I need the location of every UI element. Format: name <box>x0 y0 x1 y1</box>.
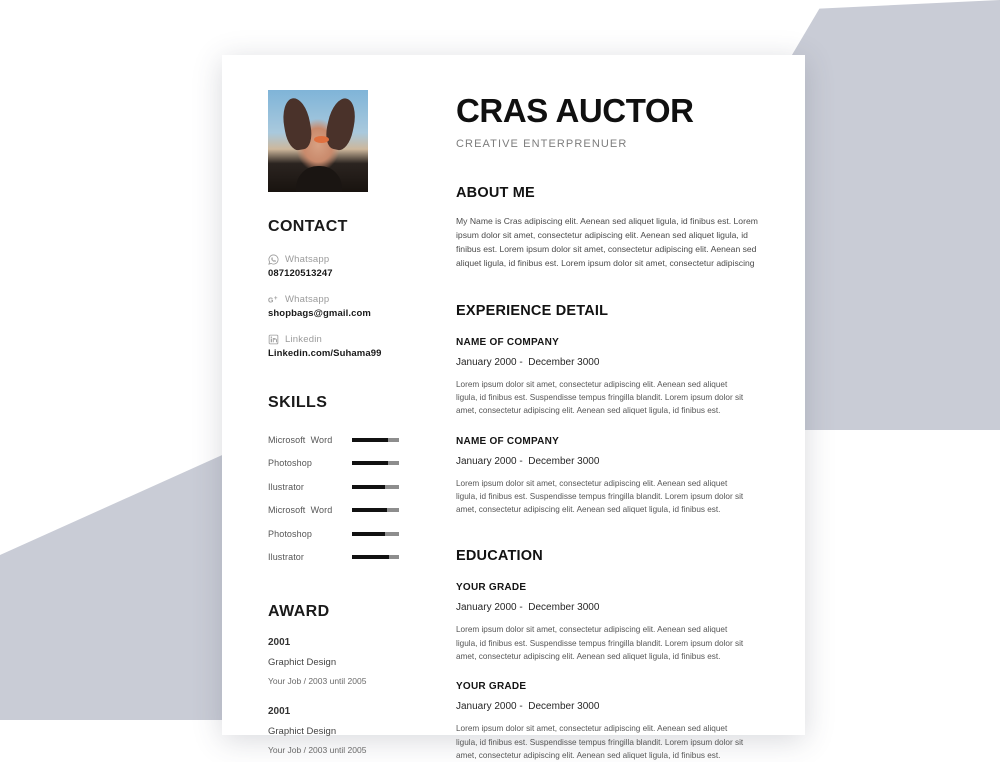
contact-item[interactable] <box>268 294 418 319</box>
education-entry <box>456 582 759 663</box>
skill-bar-fill <box>352 461 388 465</box>
skill-bar-fill <box>352 508 387 512</box>
experience-entry <box>456 436 759 517</box>
entry-title: NAME OF COMPANY <box>456 435 560 447</box>
contact-item-label: Whatsapp <box>285 294 330 305</box>
entry-date: January 2000 - December 3000 <box>456 356 600 368</box>
page-title: CRAS AUCTOR <box>456 92 694 129</box>
about-text: My Name is Cras adipiscing elit. Aenean sed aliquet ligula, id finibus est. Lorem ipsum dolor sit amet, consectetur adipiscing elit. Aenean sed aliquet ligula, id finibus est. Lorem ipsum dolor sit amet, consectetur adipiscing elit. Aenean sed aliquet ligula, id finibus est. Lorem ipsum dolor sit amet, consectetur adipiscing <box>456 216 758 268</box>
contact-heading: CONTACT <box>268 218 348 235</box>
skill-bar-fill <box>352 485 385 489</box>
contact-item-label: Linkedin <box>285 334 322 345</box>
award-item <box>268 637 418 686</box>
whatsapp-icon <box>268 254 279 265</box>
contact-item-value[interactable]: shopbags@gmail.com <box>268 308 371 319</box>
education-entry <box>456 681 759 762</box>
education-list <box>456 582 759 762</box>
contact-item[interactable] <box>268 254 418 279</box>
svg-text:+: + <box>273 295 278 302</box>
award-subtitle: Your Job / 2003 until 2005 <box>268 676 367 686</box>
skill-row <box>268 546 418 570</box>
skill-bar-track <box>352 555 399 559</box>
skill-bar-track <box>352 438 399 442</box>
skill-bar-track <box>352 532 399 536</box>
photo-hair-right <box>323 96 359 152</box>
award-title: Graphict Design <box>268 657 337 668</box>
svg-text:G: G <box>268 297 274 305</box>
contact-item-value[interactable]: 087120513247 <box>268 268 333 279</box>
skill-name: Ilustrator <box>268 552 305 563</box>
skill-row <box>268 522 418 546</box>
skill-row <box>268 499 418 523</box>
entry-title: YOUR GRADE <box>456 681 527 693</box>
photo-neckline <box>296 166 342 192</box>
job-title: CREATIVE ENTERPRENUER <box>456 138 628 150</box>
linkedin-icon <box>268 334 279 345</box>
award-heading: AWARD <box>268 603 330 620</box>
entry-title: NAME OF COMPANY <box>456 336 560 348</box>
resume-right-column <box>418 55 805 760</box>
contact-list <box>268 254 418 359</box>
skill-name: Photoshop <box>268 528 312 539</box>
education-heading: EDUCATION <box>456 548 543 565</box>
entry-title: YOUR GRADE <box>456 582 527 594</box>
contact-item-label: Whatsapp <box>285 254 330 265</box>
skill-name: Photoshop <box>268 458 312 469</box>
entry-description: Lorem ipsum dolor sit amet, consectetur adipiscing elit. Aenean sed aliquet ligula, id finibus est. Suspendisse tempus fringilla blandit. Lorem ipsum dolor sit amet, consectetur adipiscing elit. Aenean sed aliquet ligula, id finibus est. <box>456 724 744 760</box>
skills-list <box>268 428 418 569</box>
skill-name: Microsoft Word <box>268 434 333 445</box>
skill-name: Microsoft Word <box>268 505 333 516</box>
experience-list <box>456 337 759 517</box>
skill-name: Ilustrator <box>268 481 305 492</box>
award-year: 2001 <box>268 637 291 648</box>
skills-heading: SKILLS <box>268 394 328 411</box>
entry-date: January 2000 - December 3000 <box>456 455 600 467</box>
photo-lips <box>314 136 329 143</box>
skill-bar-track <box>352 485 399 489</box>
skill-bar-fill <box>352 532 385 536</box>
award-list <box>268 637 418 755</box>
google-plus-icon <box>268 294 279 305</box>
contact-item-value[interactable]: Linkedin.com/Suhama99 <box>268 348 382 359</box>
resume-left-column <box>222 55 418 755</box>
skill-bar-track <box>352 508 399 512</box>
contact-item[interactable] <box>268 334 418 359</box>
portrait-photo <box>268 90 368 192</box>
entry-description: Lorem ipsum dolor sit amet, consectetur adipiscing elit. Aenean sed aliquet ligula, id finibus est. Suspendisse tempus fringilla blandit. Lorem ipsum dolor sit amet, consectetur adipiscing elit. Aenean sed aliquet ligula, id finibus est. <box>456 625 744 661</box>
award-subtitle: Your Job / 2003 until 2005 <box>268 745 367 755</box>
entry-date: January 2000 - December 3000 <box>456 602 600 614</box>
resume-page <box>222 55 805 760</box>
entry-date: January 2000 - December 3000 <box>456 701 600 713</box>
photo-hair-left <box>280 96 315 152</box>
about-heading: ABOUT ME <box>456 185 535 201</box>
contact-item-row <box>268 254 418 265</box>
skill-row <box>268 452 418 476</box>
skill-bar-fill <box>352 438 388 442</box>
entry-description: Lorem ipsum dolor sit amet, consectetur adipiscing elit. Aenean sed aliquet ligula, id finibus est. Suspendisse tempus fringilla blandit. Lorem ipsum dolor sit amet, consectetur adipiscing elit. Aenean sed aliquet ligula, id finibus est. <box>456 478 744 515</box>
experience-heading: EXPERIENCE DETAIL <box>456 302 609 319</box>
award-item <box>268 706 418 755</box>
skill-row <box>268 428 418 452</box>
contact-item-row <box>268 294 418 305</box>
award-year: 2001 <box>268 706 291 717</box>
contact-item-row <box>268 334 418 345</box>
skill-bar-fill <box>352 555 389 559</box>
experience-entry <box>456 337 759 418</box>
entry-description: Lorem ipsum dolor sit amet, consectetur adipiscing elit. Aenean sed aliquet ligula, id finibus est. Suspendisse tempus fringilla blandit. Lorem ipsum dolor sit amet, consectetur adipiscing elit. Aenean sed aliquet ligula, id finibus est. <box>456 379 744 416</box>
skill-bar-track <box>352 461 399 465</box>
award-title: Graphict Design <box>268 726 337 737</box>
skill-row <box>268 475 418 499</box>
